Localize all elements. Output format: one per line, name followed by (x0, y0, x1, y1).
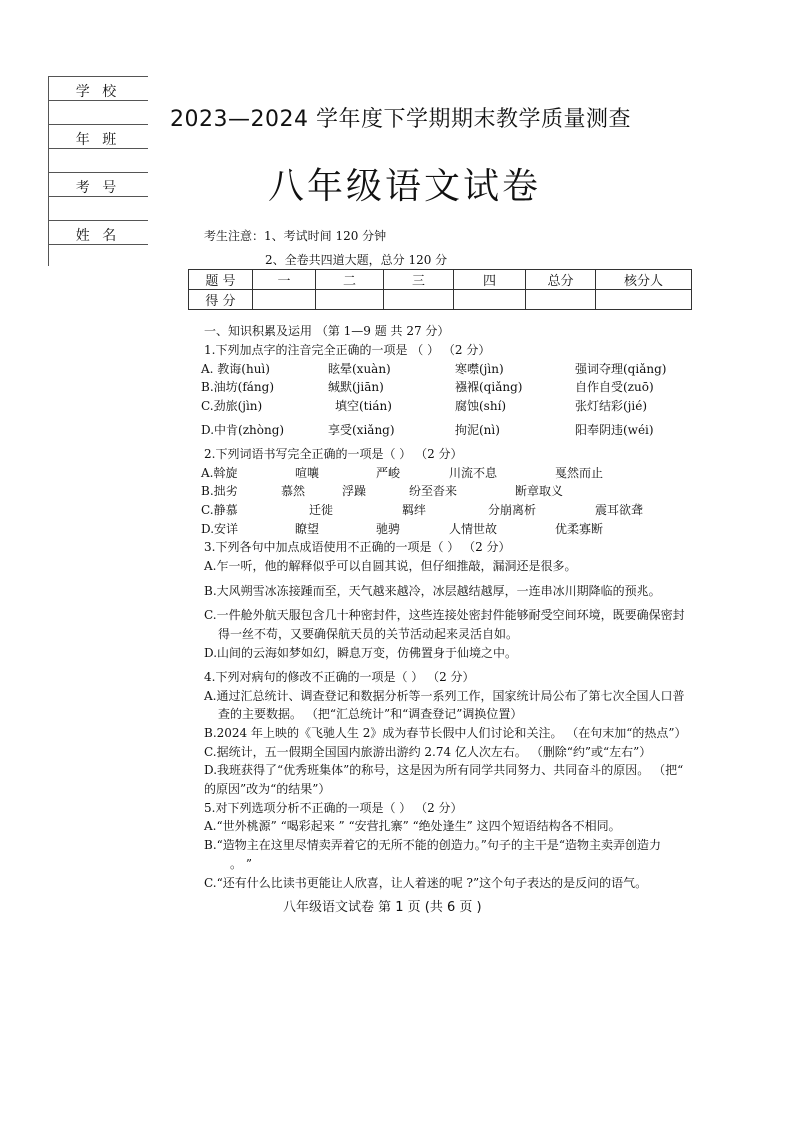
q4-option-d-line-1: D.我班获得了“优秀班集体”的称号，这是因为所有同学共同努力、共同奋斗的原因。 （把“ (204, 763, 684, 777)
table-cell: 核分人 (596, 270, 692, 290)
q1-option-c-1: C.劲旅(jìn) (201, 399, 263, 413)
q3-option-a: A.乍一听，他的解释似乎可以自圆其说，但仔细推敲，漏洞还是很多。 (204, 559, 577, 573)
table-cell: 一 (253, 270, 316, 290)
score-cell[interactable] (253, 290, 316, 310)
score-table-score-row (189, 290, 692, 310)
q2-option-b-1: B.拙劣 (201, 484, 238, 498)
name-label: 姓 名 (75, 228, 121, 244)
divider (48, 124, 148, 125)
q2-option-c-1: C.静慕 (201, 503, 238, 517)
student-info-column (48, 76, 148, 266)
q2-option-b-2: 慕然 (281, 484, 306, 498)
q4-option-d-line-2: 的原因”改为“的结果”） (204, 782, 331, 796)
section-1-heading: 一、知识积累及运用 （第 1—9 题 共 27 分） (204, 324, 450, 338)
q5-option-a: A.“世外桃源” “喝彩起来 ” “安营扎寨” “绝处逢生” 这四个短语结构各不相同。 (204, 819, 621, 833)
q2-option-c-3: 羁绊 (402, 503, 427, 517)
q1-option-c-3: 腐蚀(shí) (455, 399, 507, 413)
score-cell[interactable] (526, 290, 596, 310)
q1-stem: 1.下列加点字的注音完全正确的一项是 （ ） （2 分） (204, 343, 491, 357)
page-footer: 八年级语文试卷 第 1 页 (共 6 页 ) (283, 900, 482, 915)
q4-option-a-line-2: 查的主要数据。 （把“汇总统计”和“调查登记”调换位置） (218, 707, 523, 721)
notice-line-1: 考生注意：1、考试时间 120 分钟 (204, 229, 387, 243)
q3-option-c-line-1: C.一件舱外航天服包含几十种密封件，这些连接处密封件能够耐受空间环境，既要确保密封 (204, 608, 685, 622)
q5-option-c: C.“还有什么比读书更能让人欣喜，让人着迷的呢 ?”这个句子表达的是反问的语气。 (204, 876, 648, 890)
notice-line-2: 2、全卷共四道大题，总分 120 分 (265, 253, 448, 267)
q1-option-c-4: 张灯结彩(jié) (575, 399, 648, 413)
score-table (188, 269, 692, 310)
q1-option-d-1: D.中肯(zhòng) (201, 423, 285, 437)
q2-option-a-2: 喧嚷 (295, 466, 320, 480)
q1-option-b-1: B.油坊(fáng) (201, 380, 275, 394)
score-cell[interactable] (596, 290, 692, 310)
score-cell[interactable] (316, 290, 384, 310)
q3-stem: 3.下列各句中加点成语使用不正确的一项是（ ） （2 分） (204, 540, 511, 554)
q2-option-a-1: A.斡旋 (201, 466, 238, 480)
table-cell: 总分 (526, 270, 596, 290)
q4-option-a-line-1: A.通过汇总统计、调查登记和数据分析等一系列工作，国家统计局公布了第七次全国人口普 (204, 689, 685, 703)
q2-option-d-5: 优柔寡断 (555, 522, 604, 536)
school-label: 学 校 (75, 84, 121, 100)
q2-stem: 2.下列词语书写完全正确的一项是（ ） （2 分） (204, 447, 463, 461)
q1-option-d-4: 阳奉阴违(wéi) (575, 423, 654, 437)
divider (48, 172, 148, 173)
q1-option-a-4: 强词夺理(qiǎng) (575, 362, 667, 376)
q5-option-b-line-2: 。 ” (230, 857, 252, 871)
q2-option-c-4: 分崩离析 (488, 503, 537, 517)
q2-option-a-4: 川流不息 (449, 466, 498, 480)
q5-stem: 5.对下列选项分析不正确的一项是（ ） （2 分） (204, 801, 463, 815)
q4-stem: 4.下列对病句的修改不正确的一项是（ ） （2 分） (204, 670, 475, 684)
q2-option-d-3: 驰骋 (376, 522, 401, 536)
q2-option-b-5: 断章取义 (515, 484, 564, 498)
table-cell: 三 (384, 270, 454, 290)
score-cell[interactable] (454, 290, 526, 310)
q4-option-b: B.2024 年上映的《飞驰人生 2》成为春节长假中人们讨论和关注。 （在句末加“的热点”） (204, 726, 687, 740)
q3-option-d: D.山间的云海如梦如幻，瞬息万变，仿佛置身于仙境之中。 (204, 646, 518, 660)
q2-option-b-4: 纷至沓来 (409, 484, 458, 498)
q1-option-d-3: 拘泥(nì) (455, 423, 500, 437)
score-cell[interactable] (384, 290, 454, 310)
q3-option-c-line-2: 得一丝不苟，又要确保航天员的关节活动起来灵活自如。 (218, 627, 519, 641)
q2-option-b-3: 浮躁 (342, 484, 367, 498)
divider (48, 76, 148, 77)
q2-option-d-2: 瞭望 (295, 522, 320, 536)
q1-option-a-3: 寒噤(jìn) (455, 362, 504, 376)
exam-title: 2023—2024 学年度下学期期末教学质量测查 (170, 107, 631, 132)
q3-option-b: B.大风朔雪冰冻接踵而至，天气越来越冷，冰层越结越厚，一连串冰川期降临的预兆。 (204, 584, 661, 598)
q1-option-b-2: 缄默(jiān) (328, 380, 384, 394)
q2-option-c-2: 迁徙 (309, 503, 334, 517)
q4-option-c: C.据统计，五一假期全国国内旅游出游约 2.74 亿人次左右。 （删除“约”或“左右”） (204, 745, 652, 759)
q2-option-a-5: 戛然而止 (555, 466, 604, 480)
q1-option-b-3: 襁褓(qiǎng) (455, 380, 523, 394)
table-cell: 题 号 (189, 270, 253, 290)
table-cell: 四 (454, 270, 526, 290)
q1-option-d-2: 享受(xiǎng) (328, 423, 395, 437)
paper-title: 八年级语文试卷 (268, 166, 542, 207)
class-label: 年 班 (75, 132, 121, 148)
divider (48, 220, 148, 221)
q1-option-a-1: A. 教诲(huì) (201, 362, 270, 376)
score-table-header-row (189, 270, 692, 290)
exam-number-label: 考 号 (75, 180, 121, 196)
q1-option-a-2: 眩晕(xuàn) (328, 362, 391, 376)
table-cell: 二 (316, 270, 384, 290)
q2-option-d-1: D.安详 (201, 522, 239, 536)
table-cell: 得 分 (189, 290, 253, 310)
q1-option-b-4: 自作自受(zuō) (575, 380, 654, 394)
q2-option-d-4: 人情世故 (449, 522, 498, 536)
q1-option-c-2: 填空(tián) (335, 399, 392, 413)
q2-option-a-3: 严峻 (376, 466, 401, 480)
q2-option-c-5: 震耳欲聋 (595, 503, 644, 517)
q5-option-b-line-1: B.“造物主在这里尽情卖弄着它的无所不能的创造力。”句子的主干是“造物主卖弄创造力 (204, 838, 662, 852)
